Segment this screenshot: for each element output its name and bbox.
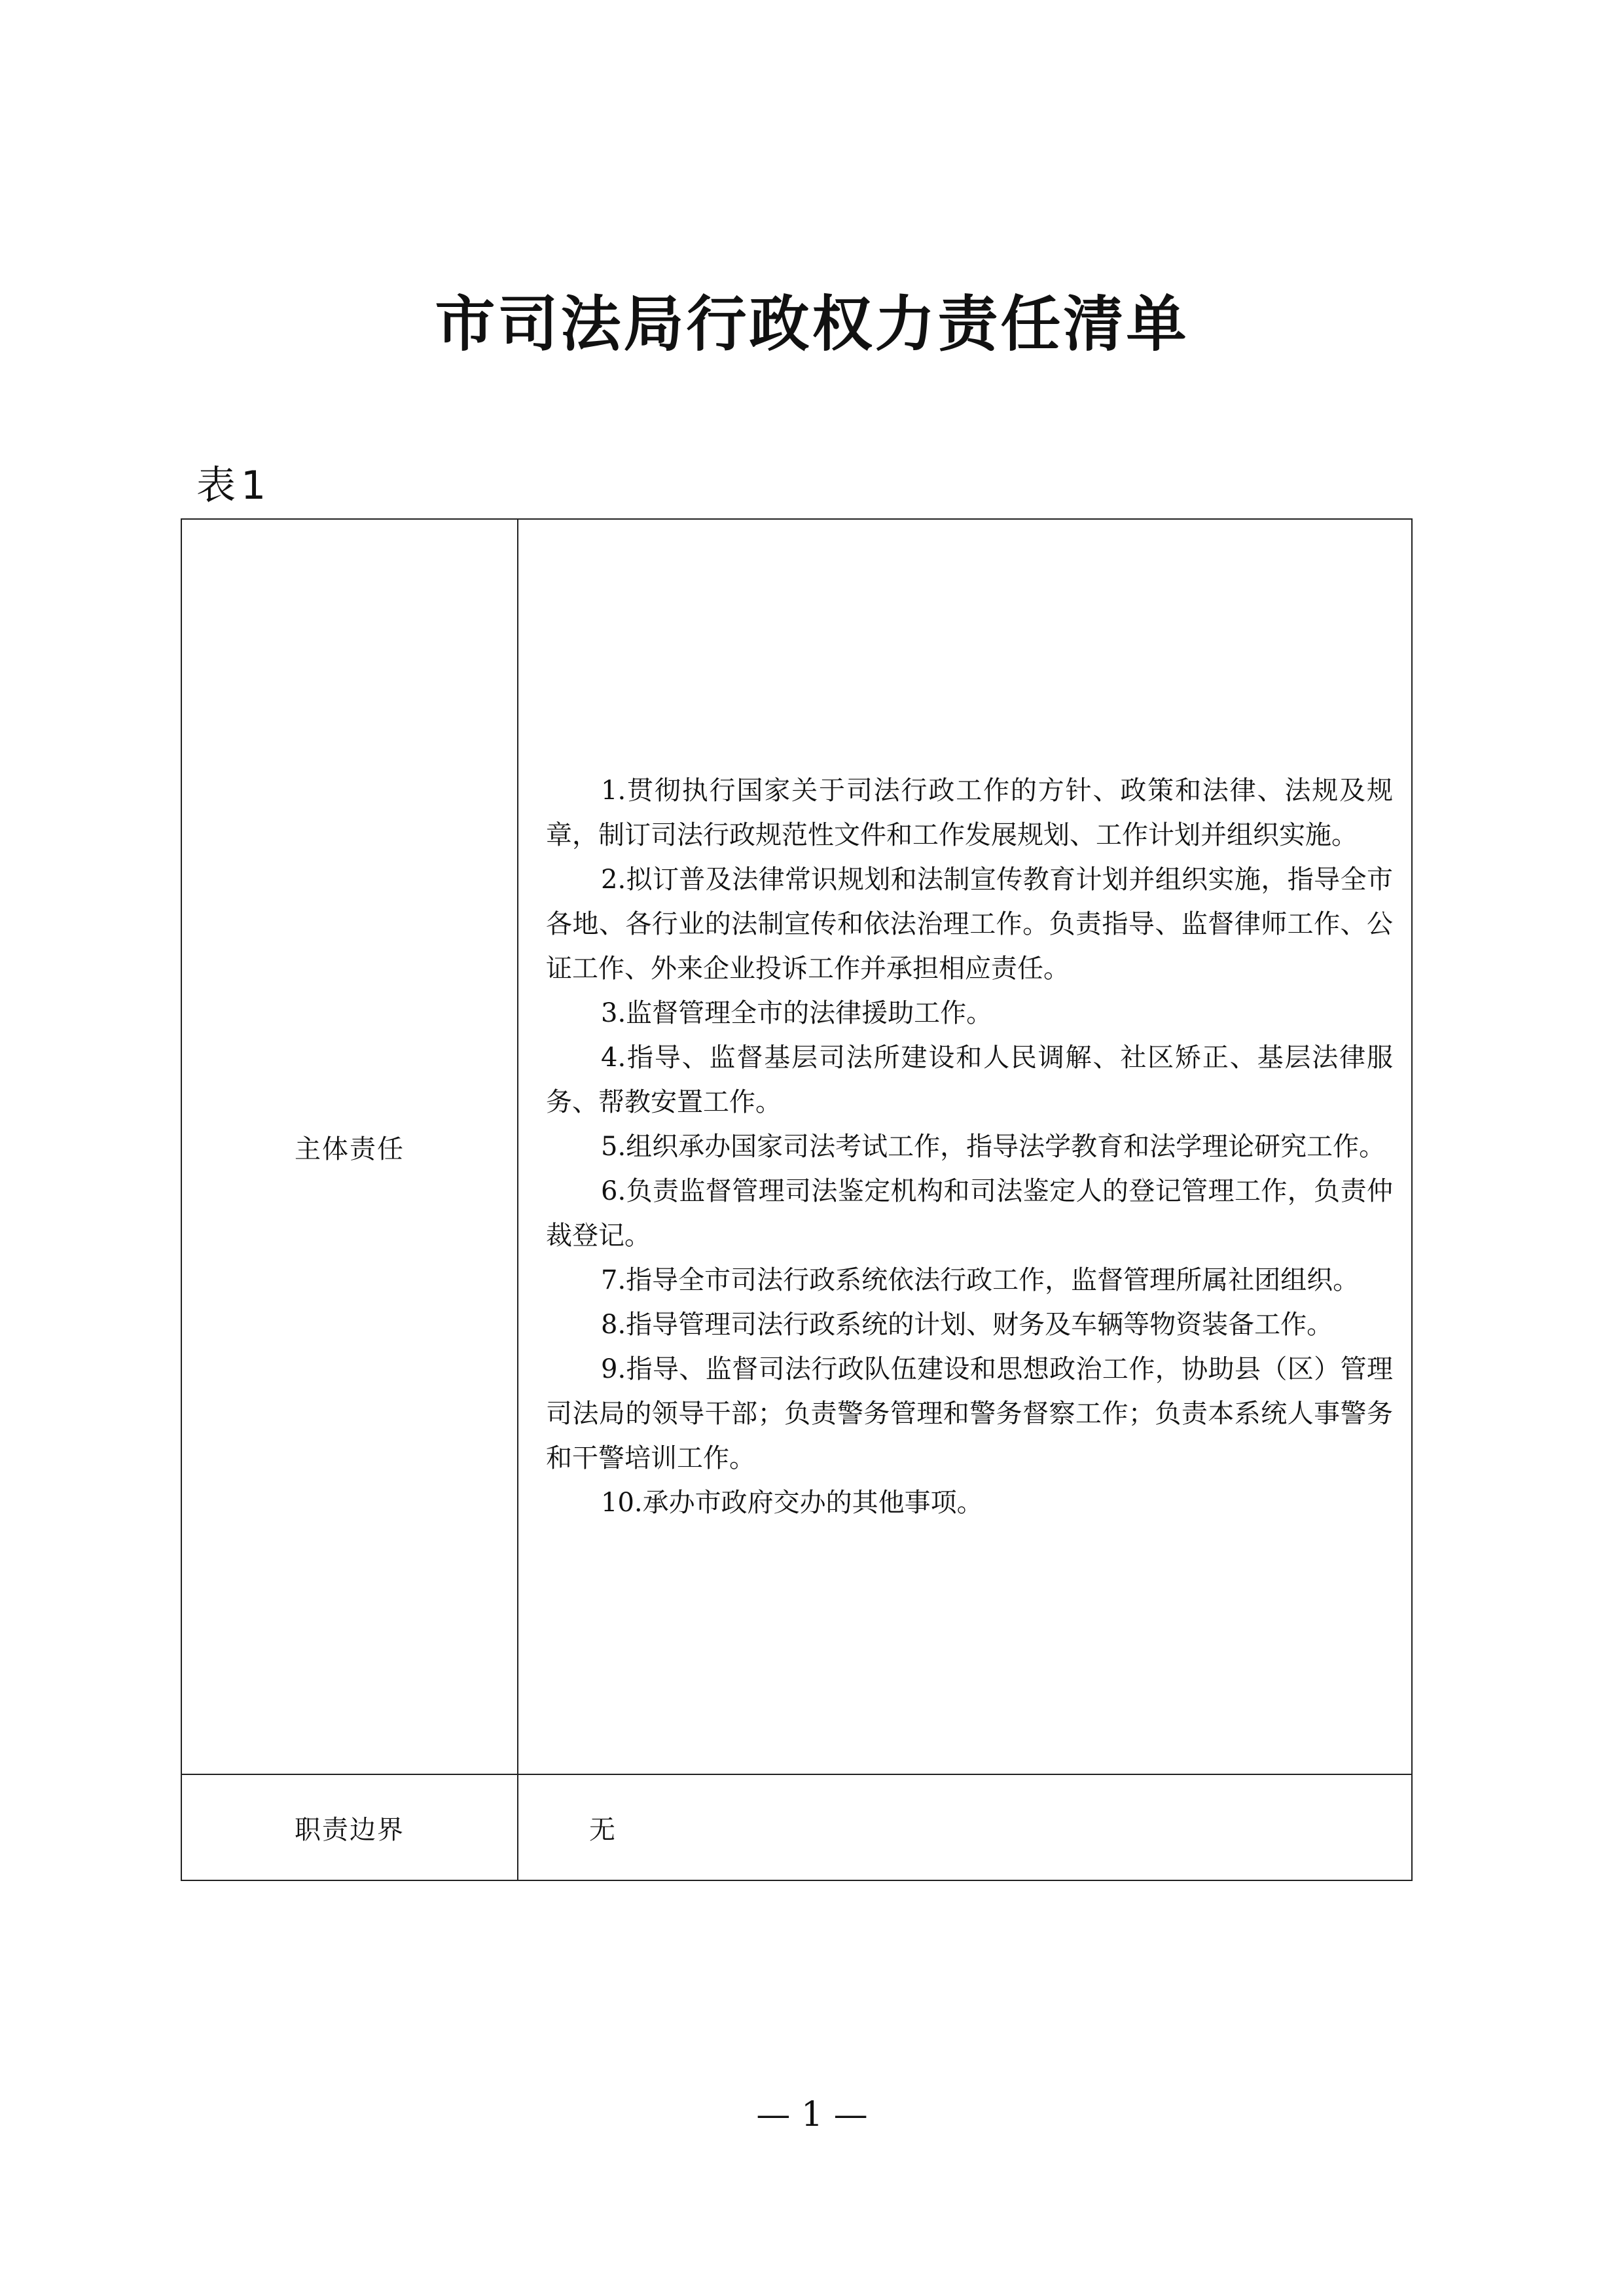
responsibility-item: 5.组织承办国家司法考试工作，指导法学教育和法学理论研究工作。 (601, 1132, 1386, 1162)
responsibility-table (181, 518, 1413, 1881)
main-responsibility-label: 主体责任 (181, 519, 518, 1774)
responsibility-item: 8.指导管理司法行政系统的计划、财务及车辆等物资装备工作。 (601, 1310, 1333, 1340)
main-responsibility-content (518, 519, 1412, 1774)
page-number: — 1 — (756, 2095, 868, 2134)
responsibility-item: 4.指导、监督基层司法所建设和人民调解、社区矫正、基层法律服务、帮教安置工作。 (546, 1043, 1393, 1117)
responsibility-boundary-value: 无 (518, 1774, 1412, 1880)
responsibility-item: 3.监督管理全市的法律援助工作。 (601, 998, 993, 1028)
responsibility-boundary-label: 职责边界 (181, 1774, 518, 1880)
responsibility-item: 1.贯彻执行国家关于司法行政工作的方针、政策和法律、法规及规章，制订司法行政规范性文件和工作发展规划、工作计划并组织实施。 (546, 776, 1393, 850)
table-label (196, 462, 266, 509)
document-title: 市司法局行政权力责任清单 (435, 289, 1189, 359)
table-label-number: 1 (241, 463, 266, 509)
table-label-prefix: 表 (196, 463, 236, 509)
responsibility-item: 6.负责监督管理司法鉴定机构和司法鉴定人的登记管理工作，负责仲裁登记。 (546, 1176, 1393, 1251)
table-row (181, 519, 1412, 1774)
responsibility-item: 9.指导、监督司法行政队伍建设和思想政治工作，协助县（区）管理司法局的领导干部；负责警务管理和警务督察工作；负责本系统人事警务和干警培训工作。 (546, 1354, 1393, 1473)
responsibility-item: 10.承办市政府交办的其他事项。 (601, 1488, 983, 1518)
responsibility-item: 7.指导全市司法行政系统依法行政工作，监督管理所属社团组织。 (601, 1265, 1360, 1295)
table-row (181, 1774, 1412, 1880)
responsibility-item: 2.拟订普及法律常识规划和法制宣传教育计划并组织实施，指导全市各地、各行业的法制宣传和依法治理工作。负责指导、监督律师工作、公证工作、外来企业投诉工作并承担相应责任。 (546, 865, 1393, 984)
